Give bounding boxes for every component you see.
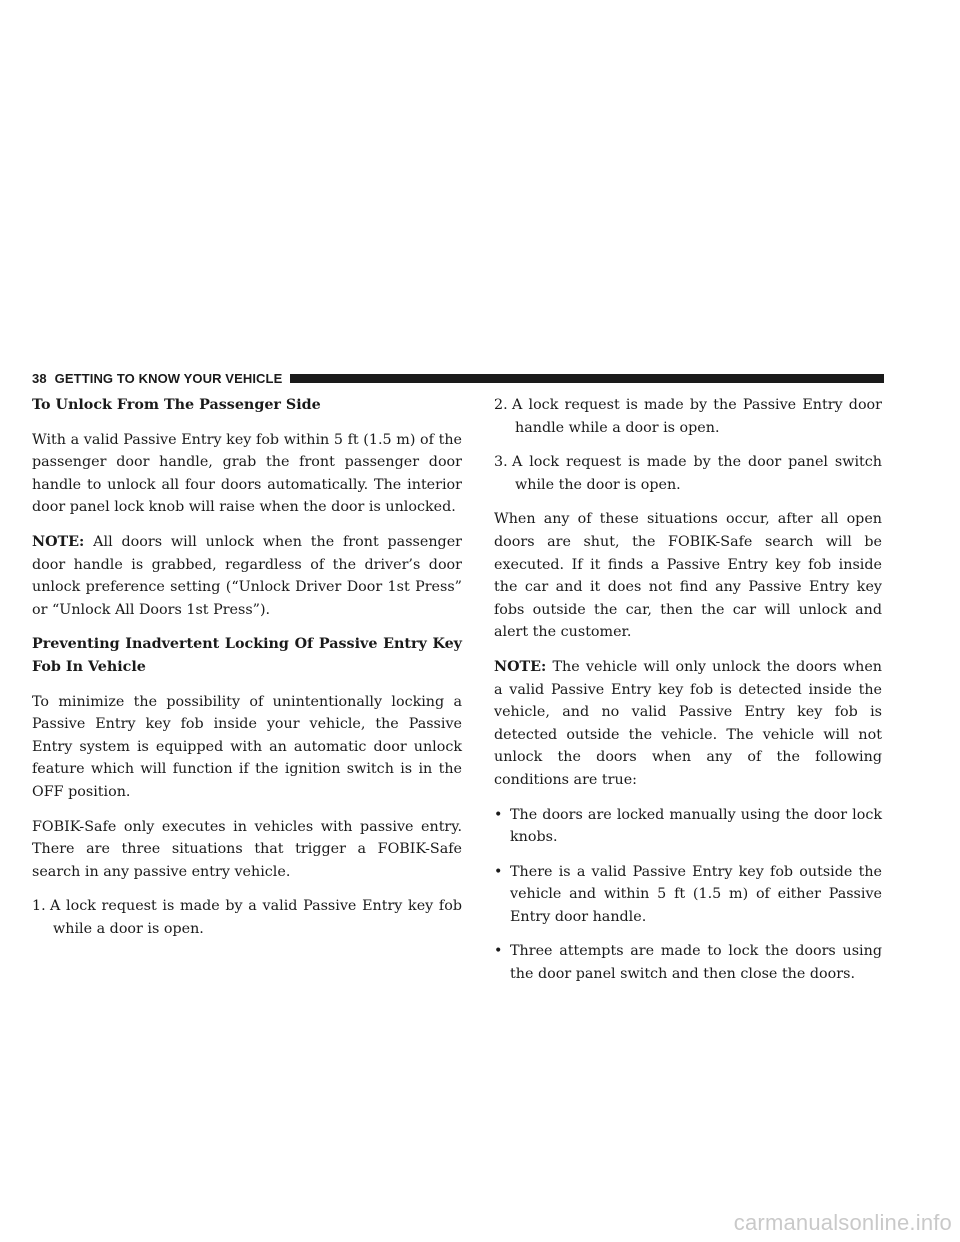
watermark: carmanualsonline.info [733,1210,952,1235]
list-item [494,394,882,439]
note-valid-fob [494,656,882,792]
list-item [32,895,462,940]
page-number: 38 [32,370,47,386]
heading-preventing-locking: Preventing Inadvertent Locking Of Passive Entry Key Fob In Vehicle [32,636,462,675]
list-item [494,451,882,496]
note-label: NOTE: [494,658,547,675]
right-column [494,394,882,998]
list-item-text: A lock request is made by the door panel switch while the door is open. [512,454,882,493]
paragraph-situations: When any of these situations occur, after all open doors are shut, the FOBIK-Safe search will be executed. If it finds a Passive Entry key fob inside the car and it does not find any Passive Entry key fobs outside the car, then the car will unlock and alert the customer. [494,511,882,641]
header-rule [290,374,884,383]
list-item-number: 1. [32,898,46,915]
left-column [32,394,462,952]
paragraph-fobik-safe: FOBIK-Safe only executes in vehicles with passive entry. There are three situations that trigger a FOBIK-Safe search in any passive entry vehicle. [32,818,462,880]
paragraph-unlock: With a valid Passive Entry key fob within 5 ft (1.5 m) of the passenger door handle, grab the front passenger door handle to unlock all four doors automatically. The interior door panel lock knob will raise when the door is unlocked. [32,431,462,516]
bullet-icon: • [494,806,503,823]
paragraph-minimize: To minimize the possibility of unintentionally locking a Passive Entry key fob inside your vehicle, the Passive Entry system is equipped with an automatic door unlock feature which will function if the ignition switch is in the OFF position. [32,693,462,800]
bullet-icon: • [494,863,503,880]
note-text: The vehicle will only unlock the doors when a valid Passive Entry key fob is detected inside the vehicle, and no valid Passive Entry key fob is detected outside the vehicle. The vehicle will not unlock the doors when any of the following conditions are true: [494,658,882,788]
bullet-text: The doors are locked manually using the door lock knobs. [510,806,882,846]
note-text: All doors will unlock when the front passenger door handle is grabbed, regardless of the driver’s door unlock preference setting (“Unlock Driver Door 1st Press” or “Unlock All Doors 1st Press”). [32,533,462,618]
bullet-icon: • [494,943,503,960]
list-item-text: A lock request is made by the Passive Entry door handle while a door is open. [512,397,882,436]
note-label: NOTE: [32,533,85,550]
heading-unlock-passenger-side: To Unlock From The Passenger Side [32,397,321,413]
bullet-item [494,804,882,849]
list-item-number: 2. [494,397,508,413]
list-item-number: 3. [494,454,508,471]
bullet-text: Three attempts are made to lock the doors using the door panel switch and then close the doors. [510,943,882,983]
section-title: GETTING TO KNOW YOUR VEHICLE [54,370,283,386]
page-header [32,370,884,386]
bullet-item [494,940,882,985]
list-item-text: A lock request is made by a valid Passive Entry key fob while a door is open. [50,898,462,937]
bullet-item [494,861,882,929]
note-all-doors [32,531,462,621]
bullet-text: There is a valid Passive Entry key fob outside the vehicle and within 5 ft (1.5 m) of either Passive Entry door handle. [510,863,882,925]
